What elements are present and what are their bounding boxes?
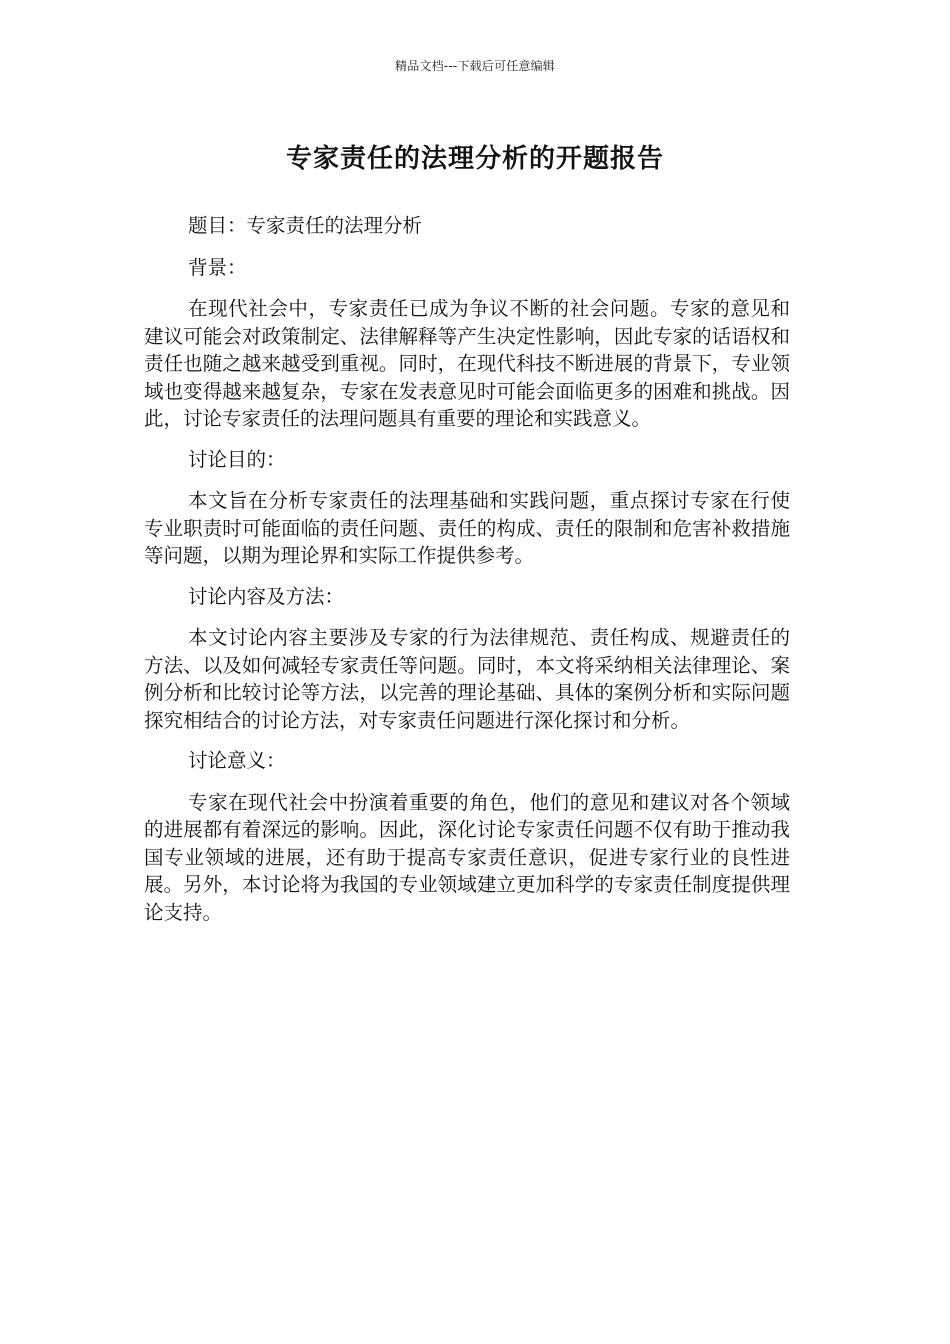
background-paragraph: 在现代社会中，专家责任已成为争议不断的社会问题。专家的意见和建议可能会对政策制定、法律解释等产生决定性影响，因此专家的话语权和责任也随之越来越受到重视。同时，在现代科技不断进展的背景下，专业领域也变得越来越复杂，专家在发表意见时可能会面临更多的困难和挑战。因此，讨论专家责任的法理问题具有重要的理论和实践意义。 bbox=[144, 297, 790, 430]
topic-line: 题目：专家责任的法理分析 bbox=[188, 214, 423, 237]
document-title: 专家责任的法理分析的开题报告 bbox=[285, 144, 664, 174]
page-header-note: 精品文档---下载后可任意编辑 bbox=[395, 59, 555, 73]
significance-paragraph: 专家在现代社会中扮演着重要的角色，他们的意见和建议对各个领域的进展都有着深远的影响。因此，深化讨论专家责任问题不仅有助于推动我国专业领域的进展，还有助于提高专家责任意识，促进专家行业的良性进展。另外，本讨论将为我国的专业领域建立更加科学的专家责任制度提供理论支持。 bbox=[144, 790, 790, 924]
document-body bbox=[144, 212, 790, 939]
purpose-heading: 讨论目的： bbox=[188, 447, 286, 471]
background-heading: 背景： bbox=[188, 255, 247, 279]
significance-heading: 讨论意义： bbox=[188, 749, 286, 772]
content-method-paragraph: 本文讨论内容主要涉及专家的行为法律规范、责任构成、规避责任的方法、以及如何减轻专家责任等问题。同时，本文将采纳相关法律理论、案例分析和比较讨论等方法，以完善的理论基础、具体的案例分析和实际问题探究相结合的讨论方法，对专家责任问题进行深化探讨和分析。 bbox=[144, 626, 790, 732]
content-method-heading: 讨论内容及方法： bbox=[188, 584, 345, 608]
purpose-paragraph: 本文旨在分析专家责任的法理基础和实践问题，重点探讨专家在行使专业职责时可能面临的责任问题、责任的构成、责任的限制和危害补救措施等问题，以期为理论界和实际工作提供参考。 bbox=[144, 489, 790, 567]
